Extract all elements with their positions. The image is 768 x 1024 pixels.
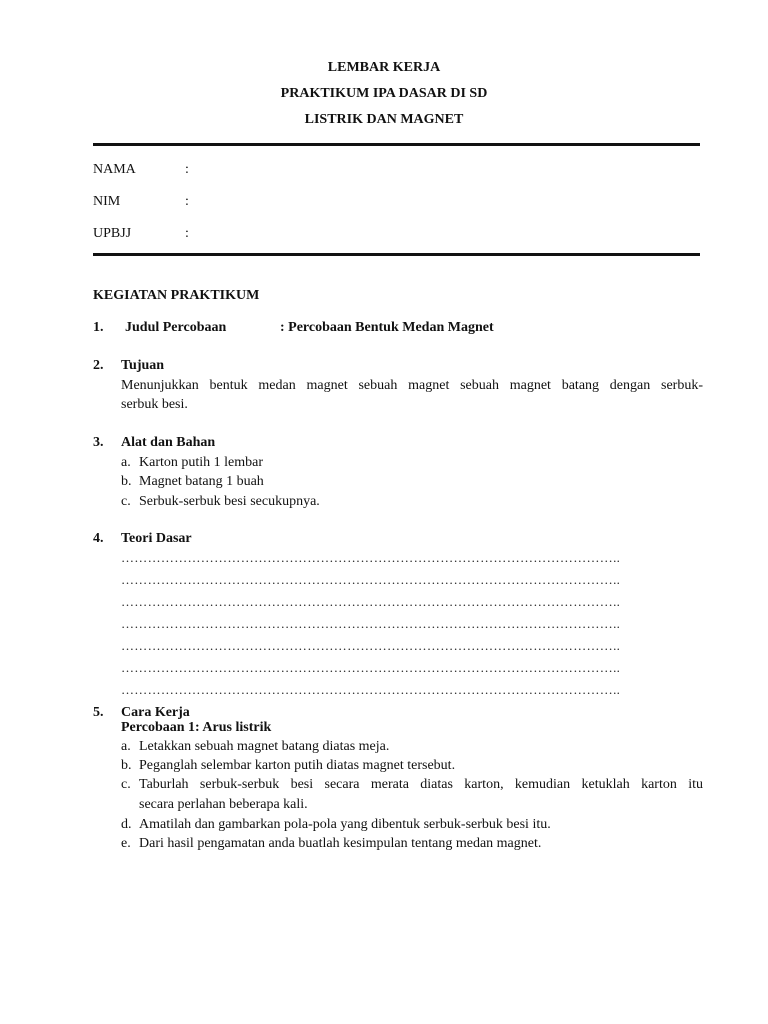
s1-number: 1.: [93, 320, 104, 335]
s2-text-line-1: Menunjukkan bentuk medan magnet sebuah magnet sebuah magnet batang dengan serbuk-: [121, 378, 703, 393]
s1-label: Judul Percobaan: [125, 320, 227, 335]
s3-item-b-marker: b.: [121, 474, 132, 489]
s2-text-line-2: serbuk besi.: [121, 397, 188, 412]
nama-colon: :: [185, 162, 189, 177]
s3-item-c-marker: c.: [121, 494, 131, 509]
s5-number: 5.: [93, 705, 104, 720]
s3-item-a: Karton putih 1 lembar: [139, 455, 264, 470]
s5-subtitle: Percobaan 1: Arus listrik: [121, 720, 272, 735]
s3-title: Alat dan Bahan: [121, 435, 216, 450]
answer-line: …………………………………………………………………………………………………..: [121, 638, 621, 653]
answer-line: …………………………………………………………………………………………………..: [121, 682, 621, 697]
header-title-3: LISTRIK DAN MAGNET: [304, 112, 464, 127]
bottom-rule: [93, 253, 700, 256]
s1-value: : Percobaan Bentuk Medan Magnet: [280, 320, 494, 335]
s5-item-b: Peganglah selembar karton putih diatas magnet tersebut.: [139, 758, 456, 773]
s5-item-c-cont: secara perlahan beberapa kali.: [139, 797, 308, 812]
s3-item-b: Magnet batang 1 buah: [139, 474, 264, 489]
s2-number: 2.: [93, 358, 104, 373]
upbjj-label: UPBJJ: [93, 226, 132, 241]
s4-number: 4.: [93, 531, 104, 546]
answer-line: …………………………………………………………………………………………………..: [121, 550, 621, 565]
s5-item-b-marker: b.: [121, 758, 132, 773]
s4-title: Teori Dasar: [121, 531, 192, 546]
s5-item-a-marker: a.: [121, 739, 131, 754]
s3-number: 3.: [93, 435, 104, 450]
answer-line: …………………………………………………………………………………………………..: [121, 594, 621, 609]
s5-item-d: Amatilah dan gambarkan pola-pola yang dibentuk serbuk-serbuk besi itu.: [139, 817, 551, 832]
header-title-1: LEMBAR KERJA: [327, 60, 441, 75]
nama-label: NAMA: [93, 162, 136, 177]
upbjj-colon: :: [185, 226, 189, 241]
s2-title: Tujuan: [121, 358, 165, 373]
s5-title: Cara Kerja: [121, 705, 190, 720]
s5-item-e-marker: e.: [121, 836, 131, 851]
answer-line: …………………………………………………………………………………………………..: [121, 616, 621, 631]
s5-item-e: Dari hasil pengamatan anda buatlah kesimpulan tentang medan magnet.: [139, 836, 542, 851]
answer-line: …………………………………………………………………………………………………..: [121, 572, 621, 587]
s5-item-a: Letakkan sebuah magnet batang diatas meja.: [139, 739, 390, 754]
section-title: KEGIATAN PRAKTIKUM: [93, 288, 260, 303]
s3-item-c: Serbuk-serbuk besi secukupnya.: [139, 494, 320, 509]
s5-item-c: Taburlah serbuk-serbuk besi secara merata diatas karton, kemudian ketuklah karton itu: [139, 777, 703, 792]
nim-label: NIM: [93, 194, 121, 209]
s5-item-c-marker: c.: [121, 777, 131, 792]
s5-item-d-marker: d.: [121, 817, 132, 832]
nim-colon: :: [185, 194, 189, 209]
header-title-2: PRAKTIKUM IPA DASAR DI SD: [280, 86, 488, 101]
top-rule: [93, 143, 700, 146]
answer-line: …………………………………………………………………………………………………..: [121, 660, 621, 675]
s3-item-a-marker: a.: [121, 455, 131, 470]
